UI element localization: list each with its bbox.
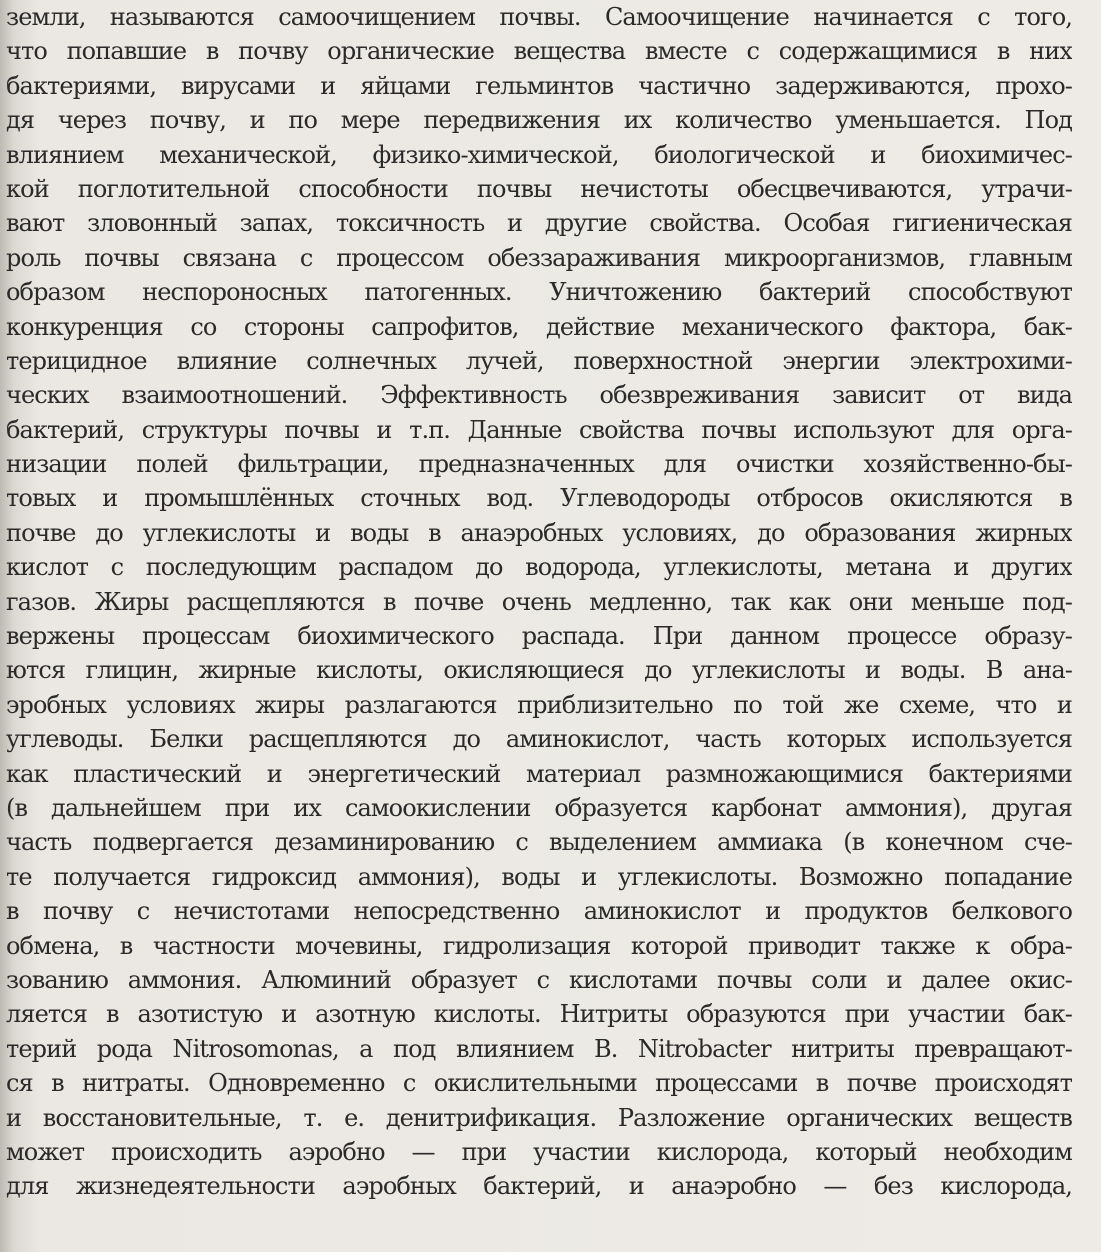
text-line: эробных условиях жиры разлагаются приблизительно по той же схеме, что и bbox=[6, 690, 1072, 719]
text-line: дя через почву, и по мере передвижения их количество уменьшается. Под bbox=[6, 106, 1072, 135]
text-line: вержены процессам биохимического распада. При данном процессе образу- bbox=[6, 622, 1072, 651]
text-line: конкуренция со стороны сапрофитов, действие механического фактора, бак- bbox=[6, 312, 1072, 341]
text-line: вают зловонный запах, токсичность и другие свойства. Особая гигиеническая bbox=[6, 209, 1072, 238]
text-line: терицидное влияние солнечных лучей, поверхностной энергии электрохими- bbox=[6, 346, 1072, 375]
text-line: зованию аммония. Алюминий образует с кислотами почвы соли и далее окис- bbox=[6, 965, 1072, 994]
text-line: в почву с нечистотами непосредственно аминокислот и продуктов белкового bbox=[6, 897, 1072, 926]
text-line: земли, называются самоочищением почвы. Самоочищение начинается с того, bbox=[6, 3, 1072, 31]
text-line: терий рода Nitrosomonas, а под влиянием B. Nitrobacter нитриты превращают- bbox=[6, 1034, 1072, 1063]
text-line: и восстановительные, т. е. денитрификация. Разложение органических веществ bbox=[6, 1103, 1072, 1132]
text-line: (в дальнейшем при их самоокислении образуется карбонат аммония), другая bbox=[6, 793, 1072, 822]
text-line: газов. Жиры расщепляются в почве очень медленно, так как они меньше под- bbox=[6, 587, 1072, 616]
body-text bbox=[6, 0, 1072, 1204]
text-line: те получается гидроксид аммония), воды и углекислоты. Возможно попадание bbox=[6, 862, 1072, 891]
text-line: почве до углекислоты и воды в анаэробных условиях, до образования жирных bbox=[6, 518, 1072, 547]
text-line: ческих взаимоотношений. Эффективность обезвреживания зависит от вида bbox=[6, 381, 1072, 410]
text-line: часть подвергается дезаминированию с выделением аммиака (в конечном сче- bbox=[6, 828, 1072, 857]
text-line: что попавшие в почву органические вещества вместе с содержащимися в них bbox=[6, 37, 1072, 66]
text-line: товых и промышлённых сточных вод. Углеводороды отбросов окисляются в bbox=[6, 484, 1072, 513]
text-line: бактерий, структуры почвы и т.п. Данные свойства почвы используют для орга- bbox=[6, 415, 1072, 444]
text-line: низации полей фильтрации, предназначенных для очистки хозяйственно-бы- bbox=[6, 450, 1072, 479]
text-line: углеводы. Белки расщепляются до аминокислот, часть которых используется bbox=[6, 725, 1072, 754]
text-line: для жизнедеятельности аэробных бактерий, и анаэробно — без кислорода, bbox=[6, 1172, 1072, 1201]
text-line: влиянием механической, физико-химической, биологической и биохимичес- bbox=[6, 140, 1072, 169]
text-line: образом неспороносных патогенных. Уничтожению бактерий способствуют bbox=[6, 278, 1072, 307]
text-line: обмена, в частности мочевины, гидролизация которой приводит также к обра- bbox=[6, 931, 1072, 960]
text-line: ются глицин, жирные кислоты, окисляющиеся до углекислоты и воды. В ана- bbox=[6, 656, 1072, 685]
text-line: кислот с последующим распадом до водорода, углекислоты, метана и других bbox=[6, 553, 1072, 582]
text-line: ляется в азотистую и азотную кислоты. Нитриты образуются при участии бак- bbox=[6, 1000, 1072, 1029]
text-line: ся в нитраты. Одновременно с окислительными процессами в почве происходят bbox=[6, 1069, 1072, 1098]
text-line: роль почвы связана с процессом обеззараживания микроорганизмов, главным bbox=[6, 243, 1072, 272]
text-line: кой поглотительной способности почвы нечистоты обесцвечиваются, утрачи- bbox=[6, 174, 1072, 203]
text-line: может происходить аэробно — при участии кислорода, который необходим bbox=[6, 1137, 1072, 1166]
text-line: бактериями, вирусами и яйцами гельминтов частично задерживаются, прохо- bbox=[6, 71, 1072, 100]
text-line: как пластический и энергетический материал размножающимися бактериями bbox=[6, 759, 1072, 788]
